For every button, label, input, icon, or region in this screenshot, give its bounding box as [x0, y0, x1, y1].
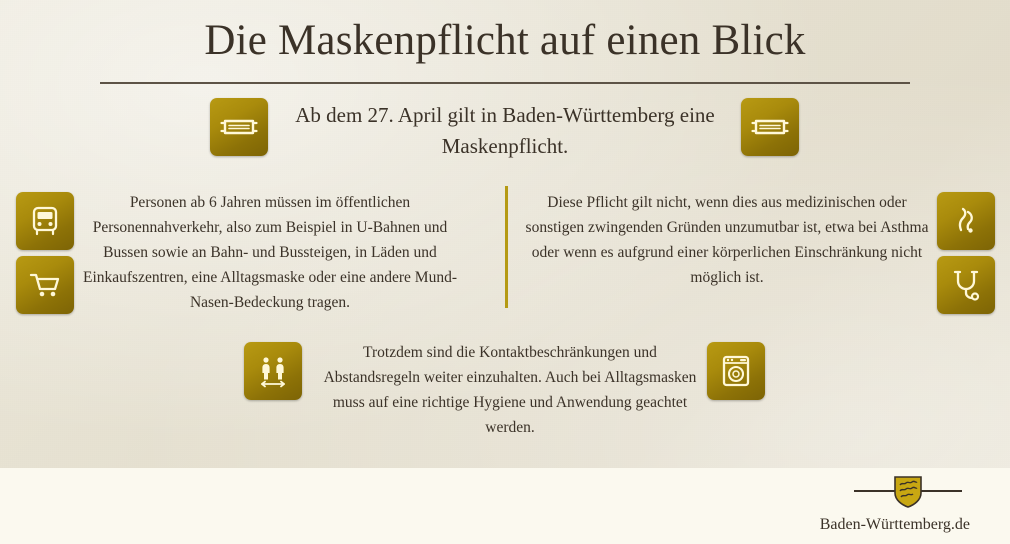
baden-wuerttemberg-crest-logo	[848, 474, 968, 508]
stethoscope-icon	[937, 256, 995, 314]
hearing-aid-icon	[937, 192, 995, 250]
intro-text: Ab dem 27. April gilt in Baden-Württemberg eine Maskenpflicht.	[295, 103, 715, 158]
distance-icon	[244, 342, 302, 400]
bus-icon	[16, 192, 74, 250]
face-mask-icon	[741, 98, 799, 156]
shopping-cart-icon	[16, 256, 74, 314]
face-mask-icon	[210, 98, 268, 156]
right-column-text: Diese Pflicht gilt nicht, wenn dies aus medizinischen oder sonstigen zwingenden Gründen unzumutbar ist, etwa bei Asthma oder wenn es aufgrund einer körperlichen Einschränkung nicht möglich ist.	[525, 194, 929, 286]
footer-bar	[0, 468, 1010, 544]
title-divider	[100, 82, 910, 84]
footer-caption: Baden-Württemberg.de	[819, 516, 970, 533]
left-column-text: Personen ab 6 Jahren müssen im öffentlichen Personennahverkehr, also zum Beispiel in U-Bahnen und Bussen sowie an Bahn- und Bussteigen, in Läden und Einkaufszentren, eine Alltagsmaske oder eine andere Mund-Nasen-Bedeckung tragen.	[82, 194, 457, 311]
washing-machine-icon	[707, 342, 765, 400]
column-divider	[505, 186, 508, 308]
page-title: Die Maskenpflicht auf einen Blick	[204, 17, 806, 64]
bottom-column-text: Trotzdem sind die Kontaktbeschränkungen und Abstandsregeln weiter einzuhalten. Auch bei Alltagsmasken muss auf eine richtige Hygiene und Anwendung geachtet werden.	[323, 344, 697, 436]
